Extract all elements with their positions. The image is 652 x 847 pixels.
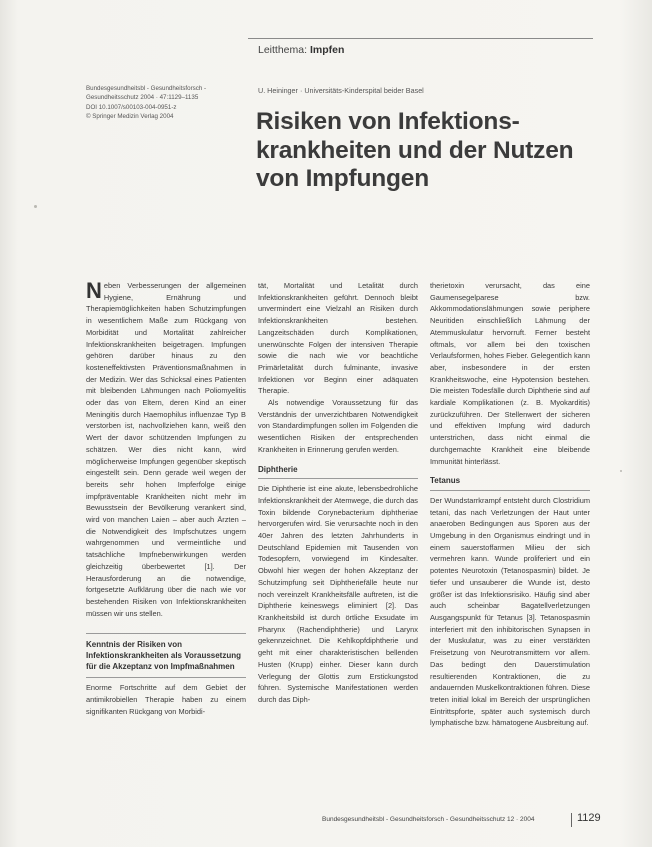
author-line: U. Heininger · Universitäts-Kinderspital beider Basel [258, 86, 424, 95]
text-column-1 [86, 280, 246, 718]
subheading-tetanus: Tetanus [430, 475, 590, 491]
title-line-3: von Impfungen [256, 165, 429, 192]
body-paragraph: Als notwendige Voraussetzung für das Verständnis der unverzichtbaren Notwendigkeit von Standardimpfungen sollen im Folgenden die wesentlichen Risiken der entsprechenden Krankheiten in Erinnerung gerufen werden. [258, 398, 418, 454]
intro-text: eben Verbesserungen der allgemeinen Hygiene, Ernährung und Therapiemöglichkeiten haben Schutzimpfungen in wesentlichem Maße zum Rückgang von Morbidität und Mortalität zahlreicher Infektionskrankheiten beigetragen. Impfungen gehören darüber hinaus zu den kosteneffektivsten Präventionsmaßnahmen in der Medizin. Wer das Schicksal eines Patienten mit bleibenden Lähmungen nach Poliomyelitis oder das von Eltern, deren Kind an einer Meningitis durch Haemophilus influenzae Typ B verstorben ist, nachvollziehen kann, weiß den Wert der davor schützenden Impfungen zu schätzen. Wer dies nicht kann, wird möglicherweise Impfungen gegenüber skeptisch eingestellt sein. Denn gerade weil wegen der bereits sehr hohen Impferfolge einige impfpräventable Krankheiten nicht mehr im Bewusstsein der Bevölkerung verankert sind, wird von manchen Laien – aber auch Ärzten – die Notwendigkeit des Impfschutzes ungern wahrgenommen und vermeintliche und tatsächliche Impfnebenwirkungen werden gleichzeitig überbewertet [1]. Der Herausforderung an die notwendige, fortgesetzte Aufklärung über die nach wie vor bestehenden Risiken von Infektionskrankheiten müssen wir uns stellen. [86, 281, 246, 618]
body-paragraph: Enorme Fortschritte auf dem Gebiet der antimikrobiellen Therapie haben zu einem signifikanten Rückgang von Morbidi- [86, 683, 246, 716]
page-number: 1129 [577, 812, 601, 824]
section-topic: Impfen [309, 44, 345, 56]
meta-journal: Bundesgesundheitsbl - Gesundheitsforsch - [86, 85, 207, 92]
meta-volume: Gesundheitsschutz 2004 · 47:1129–1135 [86, 94, 199, 102]
section-heading-box: Kenntnis der Risiken von Infektionskrankheiten als Voraussetzung für die Akzeptanz von Impfmaßnahmen [86, 633, 246, 678]
title-line-2: krankheiten und der Nutzen [256, 136, 574, 164]
scan-speck [620, 470, 622, 472]
drop-cap: N [86, 278, 102, 303]
body-paragraph: tät, Mortalität und Letalität durch Infektionskrankheiten geführt. Dennoch bleibt unvermindert eine Vielzahl an Risiken durch Infektionskrankheiten bestehen. Langzeitschäden durch Komplikationen, unerwünschte Folgen der intensiven Therapie sowie die nach wie vor beachtliche Primärletalität durch fulminante, invasive Infektionen vor Beginn einer adäquaten Therapie. [258, 281, 418, 396]
footer-separator [571, 813, 572, 827]
article-title [256, 108, 596, 194]
subheading-diphtherie: Diphtherie [258, 464, 418, 480]
publication-meta [86, 84, 236, 122]
footer-citation: Bundesgesundheitsbl - Gesundheitsforsch - Gesundheitsschutz 12 · 2004 [322, 816, 535, 823]
body-paragraph: Der Wundstarrkrampf entsteht durch Clostridium tetani, das nach Verletzungen der Haut unter anaeroben Bedingungen aus Sporen aus der Umgebung in den Organismus eindringt und in einem sauerstoffarmen Milieu der sich vermehren kann. Wunde proliferiert und ein potentes Neurotoxin (Tetanospasmin) bildet. Je tiefer und unsauberer die Wunde ist, desto größer ist das Infektionsrisiko. Häufig sind aber auch scheinbar Bagatellverletzungen Ausgangspunkt für Tetanus [3]. Tetanospasmin interferiert mit den inhibitorischen Synapsen in der Muskulatur, was zu einer verstärkten Freisetzung von Neurotransmittern vor allem. Das bedingt den Dauerstimulation resultierenden Kontraktionen, die zu andauernden Muskelkontraktionen führen. Diese treten initial lokal im Bereich der ursprünglichen Eintrittspforte, später auch systemisch durch lymphatische bzw. hämatogene Ausbreitung auf. [430, 495, 590, 728]
scan-speck [34, 205, 37, 208]
meta-copyright: © Springer Medizin Verlag 2004 [86, 113, 174, 121]
text-column-3 [430, 280, 590, 729]
section-label [258, 44, 344, 56]
meta-doi: DOI 10.1007/s00103-004-0951-z [86, 103, 177, 111]
body-paragraph: therietoxin verursacht, das eine Gaumensegelparese bzw. Akkommodationslähmungen sowie periphere Neuritiden einschließlich Lähmung der Atemmuskulatur hervorruft. Ferner besteht oftmals, vor allem bei den toxischen Verlaufsformen, hohes Fieber. Gelegentlich kann aber, insbesondere in der ersten Krankheitswoche, eine Hypotension bestehen. Die meisten Todesfälle durch Diphtherie sind auf kardiale Komplikationen (z. B. Myokarditis) zurückzuführen. Der Stellenwert der sicheren und effektiven Impfung wird dadurch unterstrichen, dass nicht einmal die durchgemachte Krankheit eine bleibende Immunität hinterlässt. [430, 281, 590, 466]
text-column-2 [258, 280, 418, 706]
title-line-1: Risiken von Infektions- [256, 108, 520, 135]
header-rule [248, 38, 593, 39]
body-paragraph: Die Diphtherie ist eine akute, lebensbedrohliche Infektionskrankheit der Atemwege, die durch das Toxin bildende Corynebacterium diphtheriae hervorgerufen wird. Sie verursachte noch in den 40er Jahren des letzten Jahrhunderts in Deutschland Epidemien mit Tausenden von Todesopfern, vorwiegend im Kindesalter. Obwohl hier wegen der hohen Akzeptanz der Schutzimpfung seit Diphtheriefälle heute nur noch vereinzelt Krankheitsfälle auftreten, ist die Diphtherie keineswegs eliminiert [2]. Das Krankheitsbild ist durch örtliche Exsudate im Pharynx (Rachendiphtherie) und Larynx gekennzeichnet. Die Kehlkopfdiphtherie und geht mit einer charakteristischen bellenden Husten (Krupp) einher. Dieser kann durch Verlegung der Glottis zum Erstickungstod führen. Systemische Manifestationen werden durch das Diph- [258, 484, 418, 704]
section-prefix: Leitthema: [258, 44, 310, 56]
intro-paragraph [86, 280, 246, 619]
